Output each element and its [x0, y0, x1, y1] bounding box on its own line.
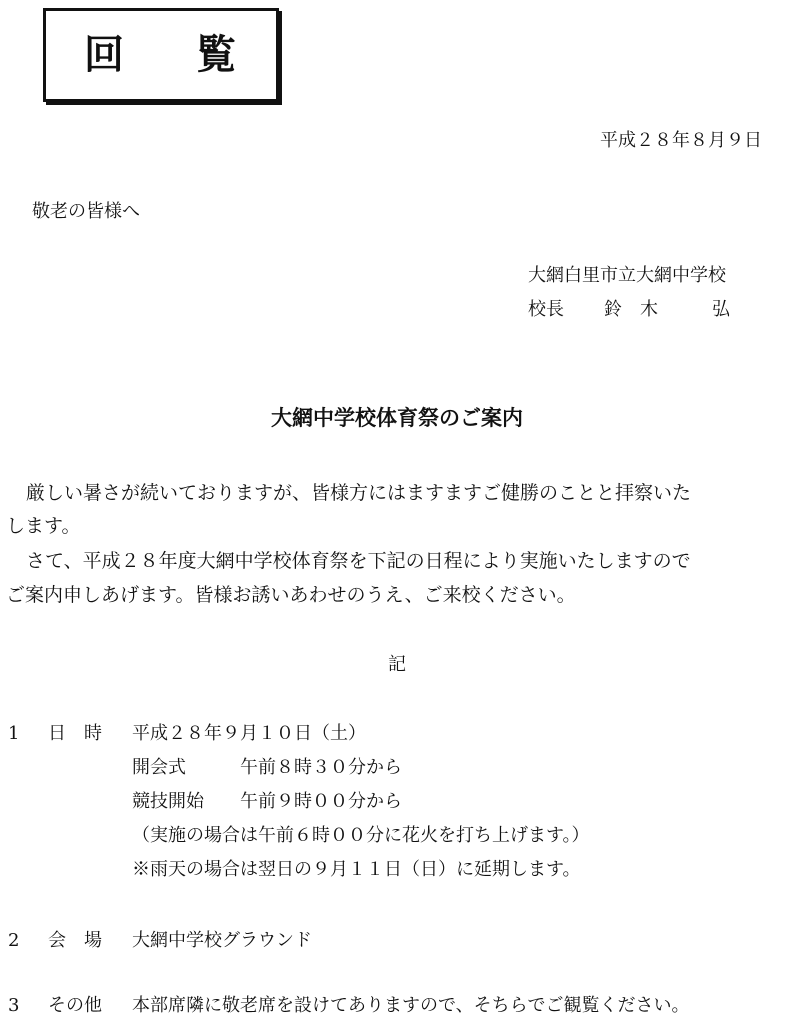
sender-name: 鈴 木 弘	[604, 299, 730, 320]
event-opening-time: 午前８時３０分から	[240, 757, 402, 778]
item-1-value: 平成２８年９月１０日（土）	[132, 723, 366, 744]
addressee: 敬老の皆様へ	[32, 201, 140, 222]
item-2-line	[8, 929, 312, 953]
event-start	[132, 790, 402, 814]
document-date: 平成２８年８月９日	[600, 130, 762, 151]
item-1-label: 日 時	[48, 723, 102, 744]
sender-role: 校長	[528, 299, 564, 320]
sender-school: 大網白里市立大網中学校	[528, 265, 726, 286]
event-opening-name: 開会式	[132, 757, 186, 778]
item-1-number: 1	[8, 723, 20, 744]
item-1-line	[8, 722, 366, 746]
item-2-value: 大網中学校グラウンド	[132, 930, 312, 951]
event-start-name: 競技開始	[132, 791, 204, 812]
event-start-time: 午前９時００分から	[240, 791, 402, 812]
event-opening	[132, 756, 402, 780]
item-3-line	[8, 994, 689, 1018]
page-title: 大網中学校体育祭のご案内	[271, 406, 523, 430]
fireworks-note: （実施の場合は午前６時００分に花火を打ち上げます。）	[132, 825, 590, 846]
body-paragraph-1-line-2: します。	[6, 515, 81, 537]
ki-heading: 記	[388, 654, 406, 675]
body-paragraph-1-line-1: 厳しい暑さが続いておりますが、皆様方にはますますご健勝のことと拝察いた	[26, 482, 692, 504]
item-3-value: 本部席隣に敬老席を設けてありますので、そちらでご観覧ください。	[132, 995, 690, 1016]
stamp-char-kai: 回	[84, 32, 124, 78]
rain-note: ※雨天の場合は翌日の９月１１日（日）に延期します。	[132, 859, 581, 880]
item-3-label: その他	[48, 995, 102, 1016]
body-paragraph-2-line-2: ご案内申しあげます。皆様お誘いあわせのうえ、ご来校ください。	[6, 584, 576, 606]
item-2-number: 2	[8, 930, 20, 951]
circulation-stamp	[43, 8, 279, 102]
item-3-number: 3	[8, 995, 20, 1016]
body-paragraph-2-line-1: さて、平成２８年度大網中学校体育祭を下記の日程により実施いたしますので	[26, 550, 691, 572]
sender-line	[528, 298, 730, 322]
stamp-char-ran: 覧	[196, 32, 236, 78]
item-2-label: 会 場	[48, 930, 102, 951]
